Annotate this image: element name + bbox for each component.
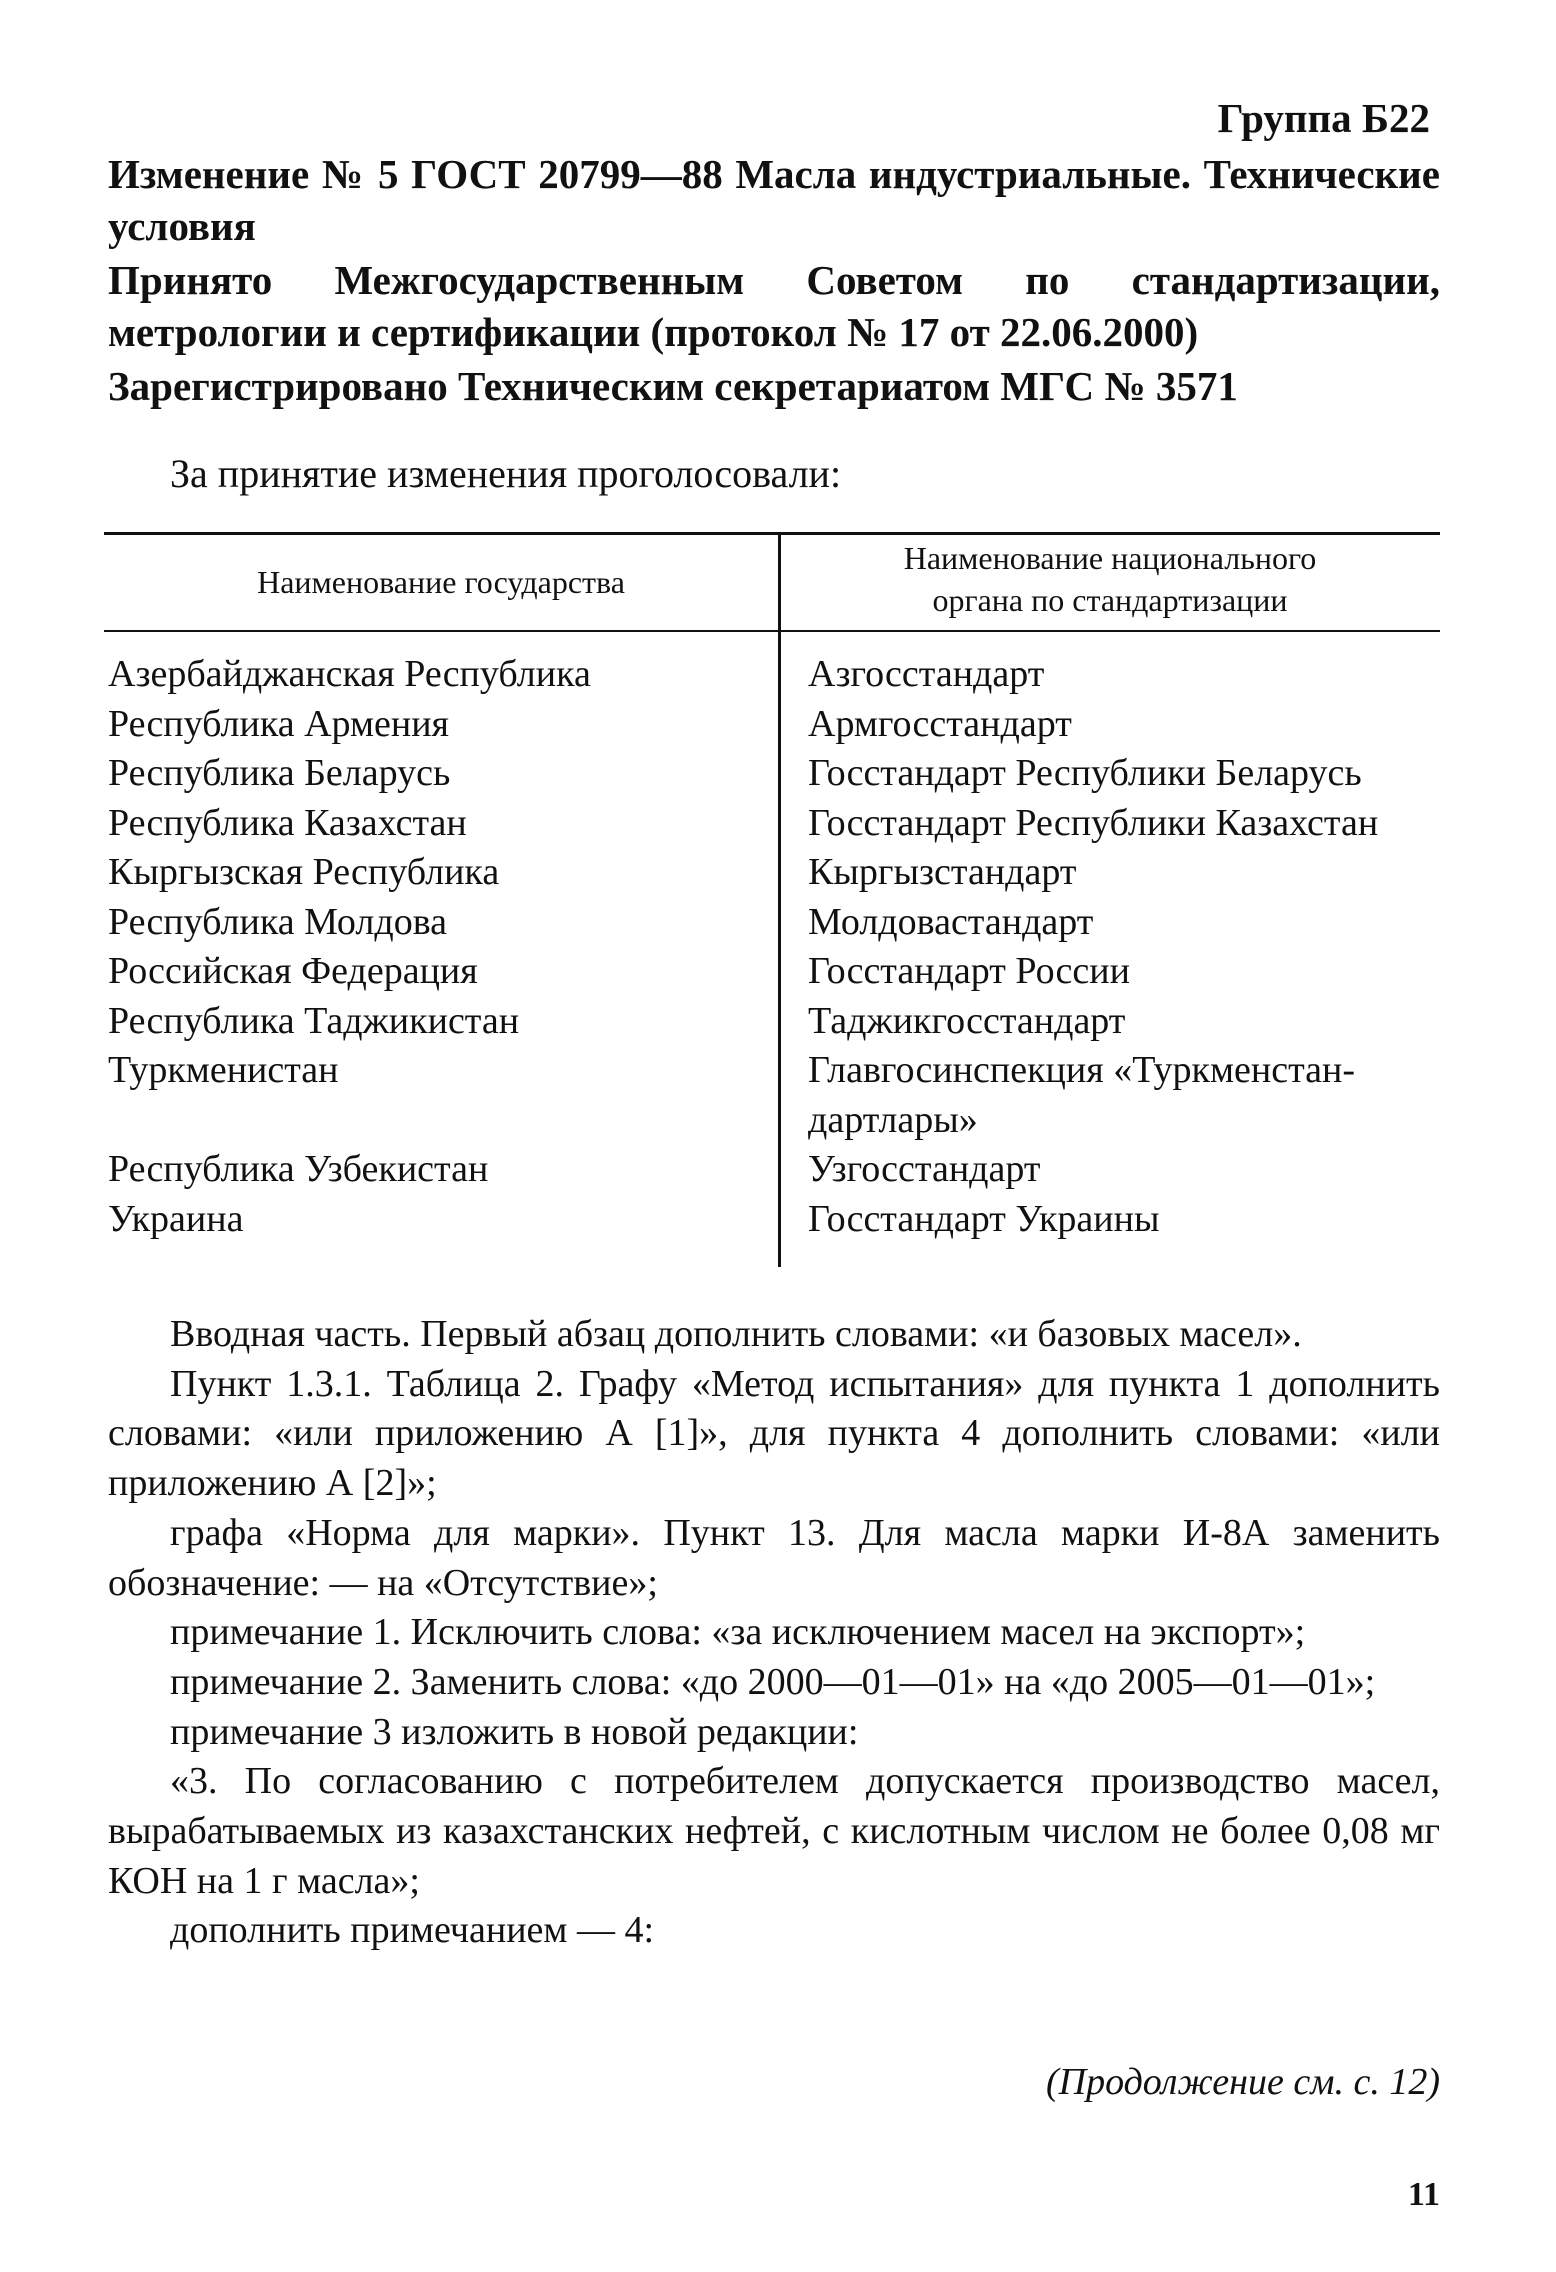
- standards-body: Молдовастандарт: [808, 900, 1094, 943]
- paragraph: примечание 1. Исключить слова: «за исключением масел на экспорт»;: [170, 1611, 1306, 1654]
- table-row: [108, 799, 1440, 849]
- state-name: Азербайджанская Республика: [108, 653, 591, 695]
- standards-body: Таджикгосстандарт: [808, 999, 1126, 1042]
- voting-table-body: [108, 650, 1440, 1244]
- standards-body: Кыргызстандарт: [808, 851, 1077, 893]
- standards-body: Госстандарт России: [808, 950, 1130, 992]
- table-row: [108, 1145, 1440, 1195]
- table-row: [108, 749, 1440, 799]
- state-name: Республика Беларусь: [108, 752, 451, 794]
- standards-body: Госстандарт Украины: [808, 1197, 1160, 1240]
- table-header-state: Наименование государства: [257, 564, 625, 600]
- state-name: Российская Федерация: [108, 950, 478, 992]
- state-name: Республика Таджикистан: [108, 999, 520, 1042]
- paragraph: Пункт 1.3.1. Таблица 2. Графу «Метод испытания» для пункта 1 дополнить словами: «или приложению А [1]», для пункта 4 дополнить словами: «или приложению А [2]»;: [108, 1362, 1440, 1505]
- table-row: [108, 1046, 1440, 1145]
- paragraph: дополнить примечанием — 4:: [170, 1909, 654, 1952]
- standards-body: Госстандарт Республики Беларусь: [808, 752, 1362, 794]
- table-row: [108, 700, 1440, 750]
- state-name: Республика Узбекистан: [108, 1148, 489, 1190]
- standards-body-line2: дартлары»: [808, 1098, 978, 1141]
- table-top-rule: [104, 532, 1440, 535]
- standards-body: Узгосстандарт: [808, 1148, 1041, 1190]
- table-header-rule: [104, 630, 1440, 632]
- voting-intro: За принятие изменения проголосовали:: [170, 451, 842, 496]
- table-row: [108, 1195, 1440, 1245]
- table-row: [108, 997, 1440, 1047]
- table-row: [108, 898, 1440, 948]
- state-name: Кыргызская Республика: [108, 851, 500, 893]
- standards-body-line1: Главгосинспекция «Туркменстан-: [808, 1049, 1356, 1091]
- continuation-note: (Продолжение см. с. 12): [1045, 2061, 1440, 2103]
- classification-group: Группа Б22: [1217, 95, 1430, 141]
- paragraph: примечание 3 изложить в новой редакции:: [170, 1710, 859, 1753]
- standards-body: [808, 1046, 1440, 1145]
- adoption-note: Принято Межгосударственным Советом по стандартизации, метрологии и сертификации (протокол № 17 от 22.06.2000): [108, 257, 1440, 355]
- standards-body: Госстандарт Республики Казахстан: [808, 801, 1379, 844]
- state-name: Украина: [108, 1197, 244, 1240]
- table-header-body-line2: органа по стандартизации: [932, 582, 1288, 618]
- paragraph: Вводная часть. Первый абзац дополнить словами: «и базовых масел».: [170, 1313, 1302, 1355]
- standards-body: Азгосстандарт: [808, 653, 1045, 695]
- paragraph: «3. По согласованию с потребителем допускается производство масел, вырабатываемых из казахстанских нефтей, с кислотным числом не более 0,08 мг КОН на 1 г масла»;: [108, 1760, 1440, 1902]
- paragraph: примечание 2. Заменить слова: «до 2000—01—01» на «до 2005—01—01»;: [170, 1660, 1376, 1703]
- table-row: [108, 947, 1440, 997]
- paragraph: графа «Норма для марки». Пункт 13. Для масла марки И-8А заменить обозначение: — на «Отсутствие»;: [108, 1511, 1440, 1604]
- table-row: [108, 848, 1440, 898]
- table-header-body-line1: Наименование национального: [903, 540, 1317, 576]
- amendment-text: [108, 1310, 1440, 1956]
- state-name: Республика Казахстан: [108, 801, 467, 844]
- page-number: 11: [1407, 2176, 1440, 2213]
- table-header-body: [780, 537, 1440, 621]
- state-name: Туркменистан: [108, 1049, 339, 1091]
- state-name: Республика Армения: [108, 702, 450, 745]
- table-row: [108, 650, 1440, 700]
- standards-body: Армгосстандарт: [808, 702, 1072, 745]
- state-name: Республика Молдова: [108, 900, 448, 943]
- registration-note: Зарегистрировано Техническим секретариатом МГС № 3571: [108, 363, 1238, 409]
- change-title: Изменение № 5 ГОСТ 20799—88 Масла индустриальные. Технические условия: [108, 151, 1440, 249]
